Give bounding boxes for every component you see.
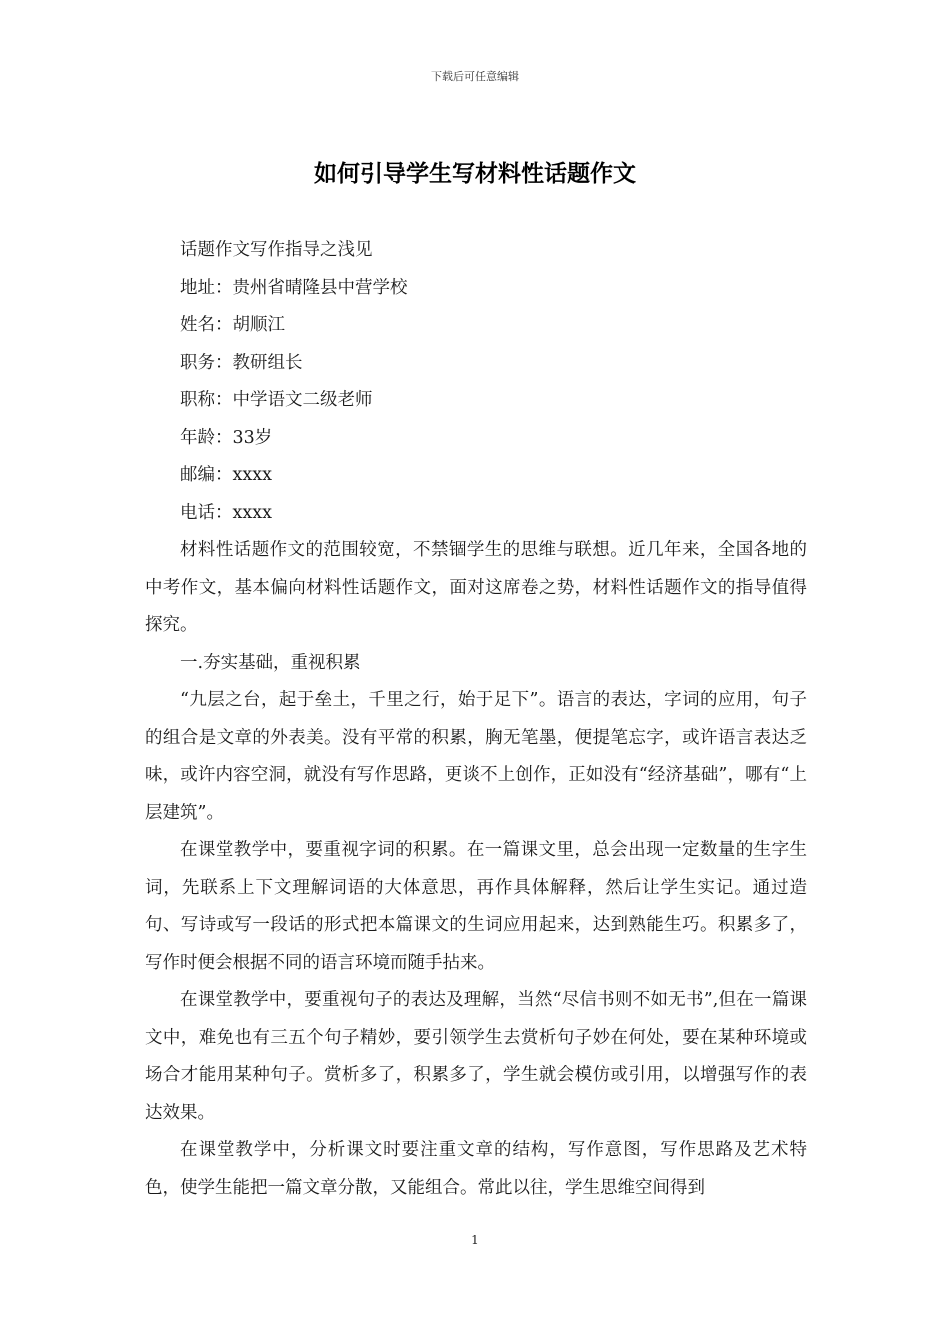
title-rank-line: 职称：中学语文二级老师 bbox=[180, 390, 373, 410]
author-info bbox=[145, 232, 807, 532]
postcode-line: 邮编：xxxx bbox=[180, 465, 272, 485]
page-number: 1 bbox=[471, 1233, 479, 1247]
document-body bbox=[145, 232, 807, 1207]
name-line: 姓名：胡顺江 bbox=[180, 315, 285, 335]
paragraph-intro: 材料性话题作文的范围较宽，不禁锢学生的思维与联想。近几年来，全国各地的中考作文，基本偏向材料性话题作文，面对这席卷之势，材料性话题作文的指导值得探究。 bbox=[145, 540, 807, 635]
subtitle-line: 话题作文写作指导之浅见 bbox=[180, 240, 373, 260]
address-line: 地址：贵州省晴隆县中营学校 bbox=[180, 277, 408, 298]
paragraph: “九层之台，起于垒土，千里之行，始于足下”。语言的表达，字词的应用，句子的组合是文章的外表美。没有平常的积累，胸无笔墨，便提笔忘字，或许语言表达乏味，或许内容空洞，就没有写作思路，更谈不上创作，正如没有“经济基础”，哪有“上层建筑”。 bbox=[145, 690, 807, 823]
phone-line: 电话：xxxx bbox=[180, 502, 272, 523]
document-title: 如何引导学生写材料性话题作文 bbox=[314, 160, 636, 187]
paragraph: 在课堂教学中，分析课文时要注重文章的结构，写作意图，写作思路及艺术特色，使学生能把一篇文章分散，又能组合。常此以往，学生思维空间得到 bbox=[145, 1140, 807, 1198]
position-line: 职务：教研组长 bbox=[180, 352, 303, 373]
paragraph: 在课堂教学中，要重视句子的表达及理解，当然“尽信书则不如无书”,但在一篇课文中，难免也有三五个句子精妙，要引领学生去赏析句子妙在何处，要在某种环境或场合才能用某种句子。赏析多了，积累多了，学生就会模仿或引用，以增强写作的表达效果。 bbox=[145, 990, 807, 1123]
section-heading: 一.夯实基础，重视积累 bbox=[180, 652, 361, 673]
header-note: 下载后可任意编辑 bbox=[431, 70, 519, 83]
paragraph: 在课堂教学中，要重视字词的积累。在一篇课文里，总会出现一定数量的生字生词，先联系上下文理解词语的大体意思，再作具体解释，然后让学生实记。通过造句、写诗或写一段话的形式把本篇课文的生词应用起来，达到熟能生巧。积累多了，写作时便会根据不同的语言环境而随手拈来。 bbox=[145, 840, 807, 973]
age-line: 年龄：33岁 bbox=[180, 427, 273, 448]
